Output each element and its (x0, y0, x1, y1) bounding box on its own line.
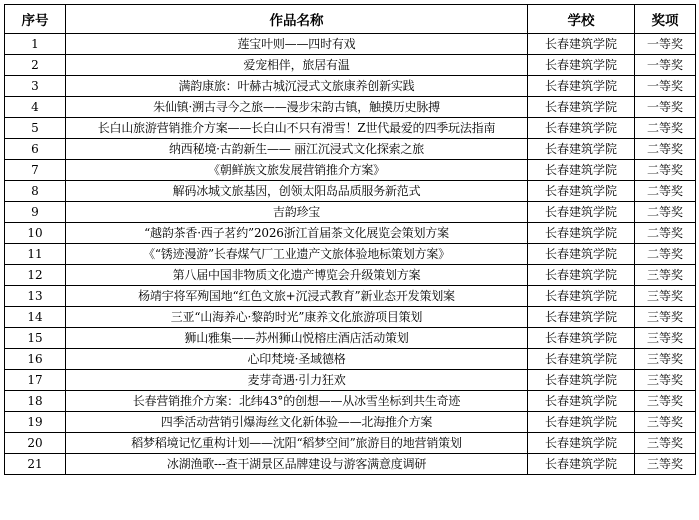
table-row (5, 202, 696, 223)
cell-number: 7 (5, 160, 66, 181)
cell-school: 长春建筑学院 (528, 118, 635, 139)
cell-number: 5 (5, 118, 66, 139)
header-award: 奖项 (635, 5, 696, 34)
cell-school: 长春建筑学院 (528, 55, 635, 76)
cell-number: 2 (5, 55, 66, 76)
cell-number: 4 (5, 97, 66, 118)
cell-award: 三等奖 (635, 286, 696, 307)
cell-number: 8 (5, 181, 66, 202)
cell-award: 二等奖 (635, 223, 696, 244)
cell-award: 二等奖 (635, 160, 696, 181)
table-row (5, 286, 696, 307)
table-row (5, 139, 696, 160)
cell-number: 16 (5, 349, 66, 370)
cell-school: 长春建筑学院 (528, 307, 635, 328)
cell-title: 稻梦稻境记忆重构计划——沈阳“稻梦空间”旅游目的地营销策划 (66, 433, 528, 454)
cell-title: 麦芽奇遇·引力狂欢 (66, 370, 528, 391)
header-number: 序号 (5, 5, 66, 34)
header-row (5, 5, 696, 34)
cell-number: 19 (5, 412, 66, 433)
cell-school: 长春建筑学院 (528, 244, 635, 265)
table-row (5, 265, 696, 286)
cell-school: 长春建筑学院 (528, 286, 635, 307)
table-row (5, 412, 696, 433)
cell-title: 吉韵珍宝 (66, 202, 528, 223)
cell-title: 第八届中国非物质文化遗产博览会升级策划方案 (66, 265, 528, 286)
cell-number: 11 (5, 244, 66, 265)
table-row (5, 76, 696, 97)
cell-award: 三等奖 (635, 307, 696, 328)
cell-number: 12 (5, 265, 66, 286)
cell-school: 长春建筑学院 (528, 34, 635, 55)
cell-award: 一等奖 (635, 76, 696, 97)
cell-school: 长春建筑学院 (528, 349, 635, 370)
cell-award: 三等奖 (635, 370, 696, 391)
cell-number: 15 (5, 328, 66, 349)
cell-title: 解码冰城文旅基因，创领太阳岛品质服务新范式 (66, 181, 528, 202)
table-row (5, 118, 696, 139)
cell-school: 长春建筑学院 (528, 412, 635, 433)
table-row (5, 454, 696, 475)
cell-award: 一等奖 (635, 97, 696, 118)
table-row (5, 34, 696, 55)
table-row (5, 160, 696, 181)
cell-school: 长春建筑学院 (528, 223, 635, 244)
cell-award: 一等奖 (635, 34, 696, 55)
cell-school: 长春建筑学院 (528, 370, 635, 391)
cell-title: 纳西秘境·古韵新生—— 丽江沉浸式文化探索之旅 (66, 139, 528, 160)
cell-number: 6 (5, 139, 66, 160)
cell-school: 长春建筑学院 (528, 160, 635, 181)
cell-title: 长白山旅游营销推介方案——长白山不只有滑雪！Z世代最爱的四季玩法指南 (66, 118, 528, 139)
table-row (5, 307, 696, 328)
cell-school: 长春建筑学院 (528, 454, 635, 475)
cell-title: 四季活动营销引爆海丝文化新体验——北海推介方案 (66, 412, 528, 433)
cell-award: 三等奖 (635, 454, 696, 475)
table-row (5, 97, 696, 118)
table-row (5, 328, 696, 349)
cell-award: 三等奖 (635, 328, 696, 349)
cell-number: 1 (5, 34, 66, 55)
cell-award: 三等奖 (635, 412, 696, 433)
cell-award: 三等奖 (635, 433, 696, 454)
cell-title: 《“锈迹漫游”长春煤气厂工业遗产文旅体验地标策划方案》 (66, 244, 528, 265)
cell-school: 长春建筑学院 (528, 76, 635, 97)
table-row (5, 244, 696, 265)
cell-number: 3 (5, 76, 66, 97)
cell-school: 长春建筑学院 (528, 265, 635, 286)
cell-award: 二等奖 (635, 139, 696, 160)
cell-title: “越韵茶香·西子茗约”2026浙江首届茶文化展览会策划方案 (66, 223, 528, 244)
cell-award: 三等奖 (635, 349, 696, 370)
cell-title: 冰湖渔歌---查干湖景区品牌建设与游客满意度调研 (66, 454, 528, 475)
table-row (5, 55, 696, 76)
cell-number: 17 (5, 370, 66, 391)
table-row (5, 370, 696, 391)
cell-award: 一等奖 (635, 55, 696, 76)
cell-title: 杨靖宇将军殉国地“红色文旅+沉浸式教育”新业态开发策划案 (66, 286, 528, 307)
cell-award: 二等奖 (635, 202, 696, 223)
cell-number: 10 (5, 223, 66, 244)
cell-number: 9 (5, 202, 66, 223)
cell-title: 狮山雅集——苏州狮山悦榕庄酒店活动策划 (66, 328, 528, 349)
cell-award: 二等奖 (635, 181, 696, 202)
cell-title: 爱宠相伴，旅居有温 (66, 55, 528, 76)
cell-award: 三等奖 (635, 391, 696, 412)
cell-number: 18 (5, 391, 66, 412)
awards-table (4, 4, 696, 475)
cell-school: 长春建筑学院 (528, 97, 635, 118)
table-row (5, 433, 696, 454)
table-row (5, 223, 696, 244)
cell-title: 三亚“山海养心·黎韵时光”康养文化旅游项目策划 (66, 307, 528, 328)
cell-school: 长春建筑学院 (528, 202, 635, 223)
cell-title: 朱仙镇·溯古寻今之旅——漫步宋韵古镇，触摸历史脉搏 (66, 97, 528, 118)
cell-title: 长春营销推介方案：北纬43°的创想——从冰雪坐标到共生奇迹 (66, 391, 528, 412)
header-title: 作品名称 (66, 5, 528, 34)
cell-title: 心印梵境·圣域德格 (66, 349, 528, 370)
table-row (5, 181, 696, 202)
cell-school: 长春建筑学院 (528, 391, 635, 412)
cell-number: 13 (5, 286, 66, 307)
cell-award: 二等奖 (635, 244, 696, 265)
cell-school: 长春建筑学院 (528, 328, 635, 349)
table-row (5, 349, 696, 370)
cell-award: 三等奖 (635, 265, 696, 286)
cell-number: 21 (5, 454, 66, 475)
cell-title: 莲宝叶则——四时有戏 (66, 34, 528, 55)
table-row (5, 391, 696, 412)
cell-school: 长春建筑学院 (528, 433, 635, 454)
cell-number: 20 (5, 433, 66, 454)
cell-award: 二等奖 (635, 118, 696, 139)
cell-number: 14 (5, 307, 66, 328)
cell-school: 长春建筑学院 (528, 181, 635, 202)
header-school: 学校 (528, 5, 635, 34)
cell-title: 《朝鲜族文旅发展营销推介方案》 (66, 160, 528, 181)
cell-school: 长春建筑学院 (528, 139, 635, 160)
cell-title: 满韵康旅：叶赫古城沉浸式文旅康养创新实践 (66, 76, 528, 97)
